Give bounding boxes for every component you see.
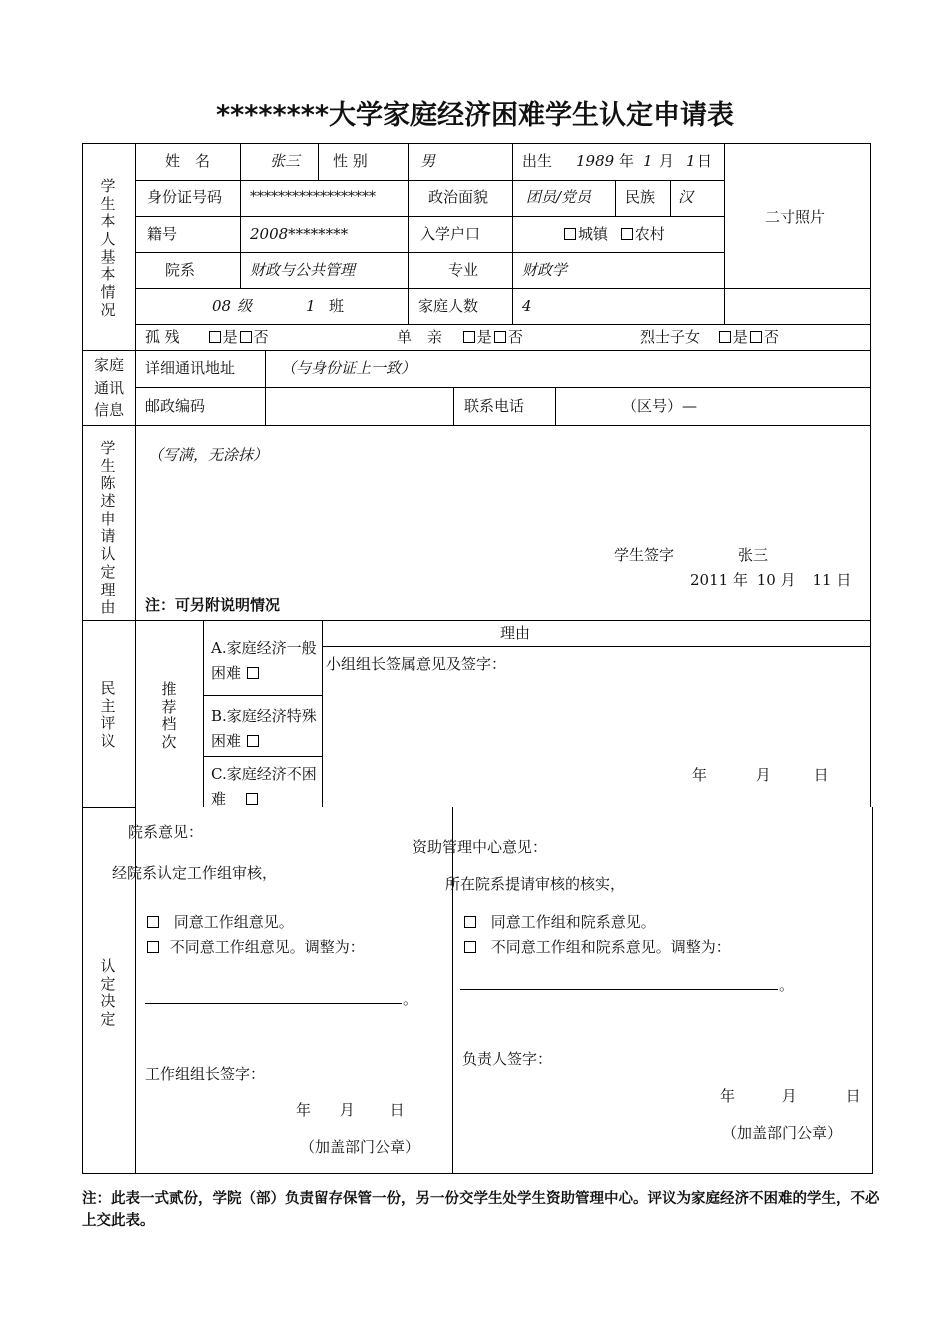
martyr-label: 烈士子女	[640, 328, 701, 346]
major-value[interactable]: 财政学	[522, 261, 568, 279]
statement-sign-label: 学生签字	[614, 546, 675, 564]
grade-value[interactable]: 08	[212, 297, 232, 315]
college-agree	[145, 915, 294, 930]
birth-month[interactable]: 1	[643, 152, 653, 170]
year-unit: 年	[296, 1101, 312, 1119]
day-unit: 日	[845, 1087, 861, 1105]
hukou-urban-label: 城镇	[578, 225, 609, 243]
section-decision-label: 认定决定	[100, 957, 116, 1029]
grade-unit: 级	[237, 297, 253, 315]
group-leader-sign-text: 小组组长签属意见及签字：	[326, 655, 507, 673]
gender-label: 性 别	[333, 152, 368, 170]
martyr-no-checkbox[interactable]	[750, 331, 762, 343]
review-date	[692, 768, 829, 783]
single-parent-label: 单 亲	[397, 328, 443, 346]
option-c	[211, 762, 319, 812]
orphan-row	[145, 330, 269, 345]
orphan-label: 孤 残	[145, 328, 180, 346]
option-a	[211, 636, 319, 686]
college-value[interactable]: 财政与公共管理	[250, 261, 356, 279]
birth-label: 出生	[522, 152, 553, 170]
college-agree-label: 同意工作组意见。	[173, 913, 294, 931]
option-b-label: B.家庭经济特殊困难	[211, 707, 317, 750]
month-unit: 月	[755, 766, 771, 784]
address-field[interactable]: （与身份证上一致）	[281, 359, 417, 377]
form-title: ********大学家庭经济困难学生认定申请表	[216, 100, 734, 131]
birth-day-unit: 日	[697, 152, 713, 170]
major-label: 专业	[448, 261, 479, 279]
option-b-checkbox[interactable]	[247, 735, 259, 747]
statement-date	[690, 573, 851, 588]
id-label: 身份证号码	[147, 188, 223, 206]
political-label: 政治面貌	[428, 188, 489, 206]
center-agree	[462, 915, 656, 930]
college-stamp: （加盖部门公章）	[300, 1138, 421, 1156]
ethnic-value[interactable]: 汉	[678, 188, 694, 206]
class-value[interactable]: 1	[306, 297, 316, 315]
college-label: 院系	[165, 261, 196, 279]
single-parent-row	[397, 330, 523, 345]
hukou-label: 入学户口	[420, 225, 481, 243]
college-disagree	[145, 940, 365, 955]
center-adjust-period: 。	[779, 976, 795, 994]
name-value[interactable]: 张三	[270, 152, 301, 170]
college-date	[296, 1103, 405, 1118]
no-label: 否	[507, 328, 523, 346]
yes-label: 是	[476, 328, 492, 346]
martyr-yes-checkbox[interactable]	[719, 331, 731, 343]
family-value[interactable]: 4	[522, 297, 532, 315]
year-unit: 年	[732, 571, 748, 589]
college-adjust-period: 。	[403, 990, 419, 1008]
birth-month-unit: 月	[659, 152, 675, 170]
single-yes-checkbox[interactable]	[463, 331, 475, 343]
gender-value[interactable]: 男	[420, 152, 436, 170]
statement-footnote: 注：可另附说明情况	[145, 596, 281, 614]
address-label: 详细通讯地址	[145, 359, 236, 377]
section-statement-label: 学生陈述申请认定理由	[100, 439, 116, 617]
option-b	[211, 704, 319, 754]
hukou-rural-label: 农村	[634, 225, 665, 243]
hukou-urban-checkbox[interactable]	[564, 228, 576, 240]
college-sign-label: 工作组组长签字：	[145, 1065, 266, 1083]
option-c-checkbox[interactable]	[246, 793, 258, 805]
day-unit: 日	[836, 571, 852, 589]
center-opinion-title: 资助管理中心意见：	[412, 838, 548, 856]
center-stamp: （加盖部门公章）	[722, 1124, 843, 1142]
no-label: 否	[253, 328, 269, 346]
hukou-rural-checkbox[interactable]	[621, 228, 633, 240]
postal-label: 邮政编码	[145, 397, 206, 415]
section-review-label: 民主评议	[100, 679, 116, 751]
class-unit: 班	[329, 297, 345, 315]
reason-label: 理由	[500, 624, 531, 642]
center-date	[720, 1089, 861, 1104]
section-basic-label: 学生本人基本情况	[100, 177, 116, 319]
section-contact-label: 家庭通讯信息	[93, 356, 124, 419]
native-label: 籍号	[147, 225, 178, 243]
center-disagree	[462, 940, 731, 955]
option-c-label: C.家庭经济不困难	[211, 765, 317, 808]
phone-field[interactable]: （区号）—	[622, 397, 698, 415]
no-label: 否	[763, 328, 779, 346]
year-unit: 年	[692, 766, 708, 784]
day-unit: 日	[389, 1101, 405, 1119]
birth-year[interactable]: 1989	[576, 152, 615, 170]
ethnic-label: 民族	[625, 188, 656, 206]
month-unit: 月	[339, 1101, 355, 1119]
year-unit: 年	[720, 1087, 736, 1105]
family-label: 家庭人数	[418, 297, 479, 315]
month-unit: 月	[781, 1087, 797, 1105]
id-value[interactable]: ******************	[250, 189, 376, 205]
yes-label: 是	[222, 328, 238, 346]
center-disagree-checkbox[interactable]	[464, 941, 476, 953]
native-value[interactable]: 2008********	[250, 225, 349, 243]
center-disagree-label: 不同意工作组和院系意见。调整为：	[490, 938, 731, 956]
center-adjust-line[interactable]	[460, 989, 778, 990]
center-sign-label: 负责人签字：	[462, 1050, 553, 1068]
option-a-label: A.家庭经济一般困难	[211, 639, 317, 682]
college-adjust-line[interactable]	[145, 1003, 402, 1004]
day-unit: 日	[813, 766, 829, 784]
date-year: 2011	[690, 571, 729, 589]
center-agree-label: 同意工作组和院系意见。	[490, 913, 656, 931]
photo-placeholder: 二寸照片	[765, 208, 826, 226]
recommend-grade-label: 推荐档次	[161, 680, 177, 752]
college-opinion-text: 经院系认定工作组审核，	[112, 864, 278, 882]
date-day: 11	[812, 571, 832, 589]
college-opinion-title: 院系意见：	[128, 823, 204, 841]
birth-day[interactable]: 1	[686, 152, 696, 170]
bottom-note: 注：此表一式贰份，学院（部）负责留存保管一份，另一份交学生处学生资助管理中心。评议为家庭经济不困难的学生，不必上交此表。	[82, 1191, 880, 1230]
statement-textarea[interactable]: （写满，无涂抹）	[148, 446, 269, 464]
name-label: 姓 名	[165, 152, 211, 170]
option-a-checkbox[interactable]	[247, 667, 259, 679]
phone-label: 联系电话	[464, 397, 525, 415]
hukou-options	[562, 227, 665, 242]
center-agree-checkbox[interactable]	[464, 916, 476, 928]
single-no-checkbox[interactable]	[494, 331, 506, 343]
college-disagree-checkbox[interactable]	[147, 941, 159, 953]
college-disagree-label: 不同意工作组意见。调整为：	[169, 938, 365, 956]
orphan-no-checkbox[interactable]	[240, 331, 252, 343]
college-agree-checkbox[interactable]	[147, 916, 159, 928]
orphan-yes-checkbox[interactable]	[209, 331, 221, 343]
political-value[interactable]: 团员/党员	[526, 188, 592, 206]
date-month: 10	[756, 571, 776, 589]
month-unit: 月	[780, 571, 796, 589]
birth-year-unit: 年	[619, 152, 635, 170]
martyr-row	[640, 330, 779, 345]
center-opinion-text: 所在院系提请审核的核实，	[445, 875, 626, 893]
yes-label: 是	[732, 328, 748, 346]
statement-signature[interactable]: 张三	[738, 546, 769, 564]
